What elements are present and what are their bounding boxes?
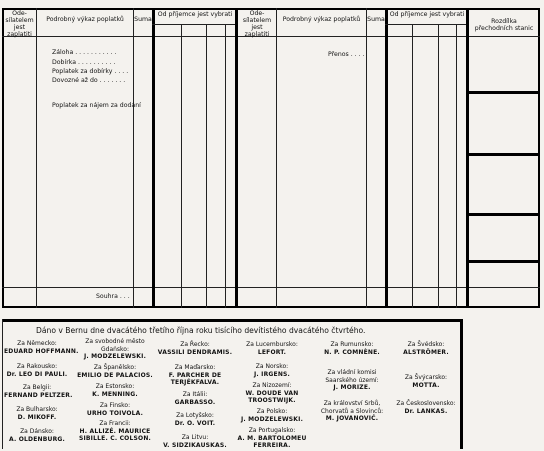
- signature-block: Za Lucembursko: LEFORT.: [246, 341, 298, 356]
- col-divider: [225, 24, 226, 308]
- col-divider: [36, 8, 37, 308]
- col-divider-thick: [152, 8, 155, 308]
- signature-block: Za Řecko: VASSILI DENDRAMIS.: [157, 341, 233, 356]
- stations-rule: [466, 260, 540, 263]
- header-amount-left: Suma: [134, 16, 152, 23]
- signature-block: Za Německo: EDUARD HOFFMANN.: [4, 340, 79, 355]
- item-deposit: Záloha . . . . . . . . . . .: [52, 49, 117, 56]
- signature-block: Za Itálii: GARBASSO.: [174, 391, 216, 406]
- col-divider: [412, 24, 413, 308]
- sub-header-rule: [152, 24, 236, 25]
- signature-block: Za vládní komisi Saarského území: J. MORIZE.: [325, 369, 379, 391]
- col-divider-thick: [385, 8, 388, 308]
- signature-block: Za Dánsko: A. OLDENBURG.: [8, 428, 66, 443]
- item-carriage: Dovozné až do . . . . . . .: [52, 77, 126, 84]
- item-rental-fee: Poplatek za nájem za dodání: [52, 102, 141, 109]
- total-rule: [2, 287, 540, 288]
- signature-block: Za Maďarsko: F. PARCHER DE TERJÉKFALVA.: [168, 364, 222, 386]
- col-divider-thick: [235, 8, 238, 308]
- signature-block: Za svobodné město Gdańsko: J. MODZELEWSKI.: [83, 338, 147, 360]
- signature-block: Za Rumunsko: N. P. COMNÈNE.: [324, 341, 380, 356]
- stations-rule: [466, 91, 540, 94]
- col-divider: [438, 24, 439, 308]
- header-recipient-left: Od příjemce jest vybrati: [157, 11, 233, 18]
- signature-block: Za Francii: H. ALLIZÉ. MAURICE SIBILLE. C. COLSON.: [78, 420, 152, 442]
- dated-line: Dáno v Bernu dne dvacátého třetího října roku tisícího devítistého dvacátého čtvrtého.: [36, 326, 366, 335]
- col-divider: [276, 8, 277, 308]
- header-sender-left: Ode- sílatelem jest zaplatiti: [5, 10, 34, 39]
- signature-left-border: [2, 319, 3, 449]
- signature-block: Za království Srbů, Chorvatů a Slovinců: M. JOVANOVIĆ.: [320, 400, 384, 422]
- signature-block: Za Portugalsko: A. M. BARTOLOMEU FERREIRA.: [237, 427, 307, 449]
- col-divider-thick: [466, 8, 469, 308]
- stations-rule: [466, 153, 540, 156]
- signature-block: Za Belgii: FERNAND PELTZER.: [4, 384, 73, 399]
- item-cod: Dobírka . . . . . . . . . .: [52, 59, 116, 66]
- signature-block: Za Švýcarsko: MOTTA.: [404, 374, 448, 389]
- signature-block: Za Španělsko: EMILIO DE PALACIOS.: [77, 364, 153, 379]
- signature-block: Za Estonsko: K. MENNING.: [92, 383, 138, 398]
- stations-rule: [466, 213, 540, 216]
- signature-block: Za Bulharsko: D. MIKOFF.: [16, 406, 58, 421]
- col-divider: [133, 8, 134, 308]
- header-stations: Rozdílka přechodních stanic: [474, 18, 534, 33]
- header-sender-right: Ode- sílatelem jest zaplatiti: [242, 10, 272, 39]
- signature-block: Za Nizozemí: W. DOUDE VAN TROOSTWIJK.: [245, 382, 299, 404]
- header-amount-right: Suma: [367, 16, 385, 23]
- item-cod-fee: Poplatek za dobírky . . . .: [52, 68, 129, 75]
- signature-block: Za Rakousko: Dr. LEO DI PAULI.: [6, 363, 68, 378]
- signature-block: Za Lotyšsko: Dr. O. VOIT.: [174, 412, 216, 427]
- signature-block: Za Polsko: J. MODZELEWSKI.: [240, 408, 304, 423]
- col-divider: [181, 24, 182, 308]
- sub-header-rule: [385, 24, 467, 25]
- col-divider: [456, 24, 457, 308]
- item-transfer: Přenos . . . .: [328, 51, 365, 58]
- signature-block: Za Československo: Dr. LANKAS.: [396, 400, 456, 415]
- signature-block: Za Norsko: J. IRGENS.: [253, 363, 291, 378]
- col-divider: [366, 8, 367, 308]
- signature-block: Za Švédsko: ALSTRÖMER.: [403, 341, 449, 356]
- col-divider: [206, 24, 207, 308]
- header-detail-left: Podrobný výkaz poplatků: [46, 16, 124, 23]
- signature-block: Za Finsko: URHO TOIVOLA.: [86, 402, 144, 417]
- signature-block: Za Litvu: V. SIDZIKAUSKAS.: [163, 434, 227, 449]
- header-recipient-right: Od příjemce jest vybrati: [389, 11, 465, 18]
- header-detail-right: Podrobný výkaz poplatků: [282, 16, 361, 23]
- item-total: Souhra . . .: [96, 293, 130, 300]
